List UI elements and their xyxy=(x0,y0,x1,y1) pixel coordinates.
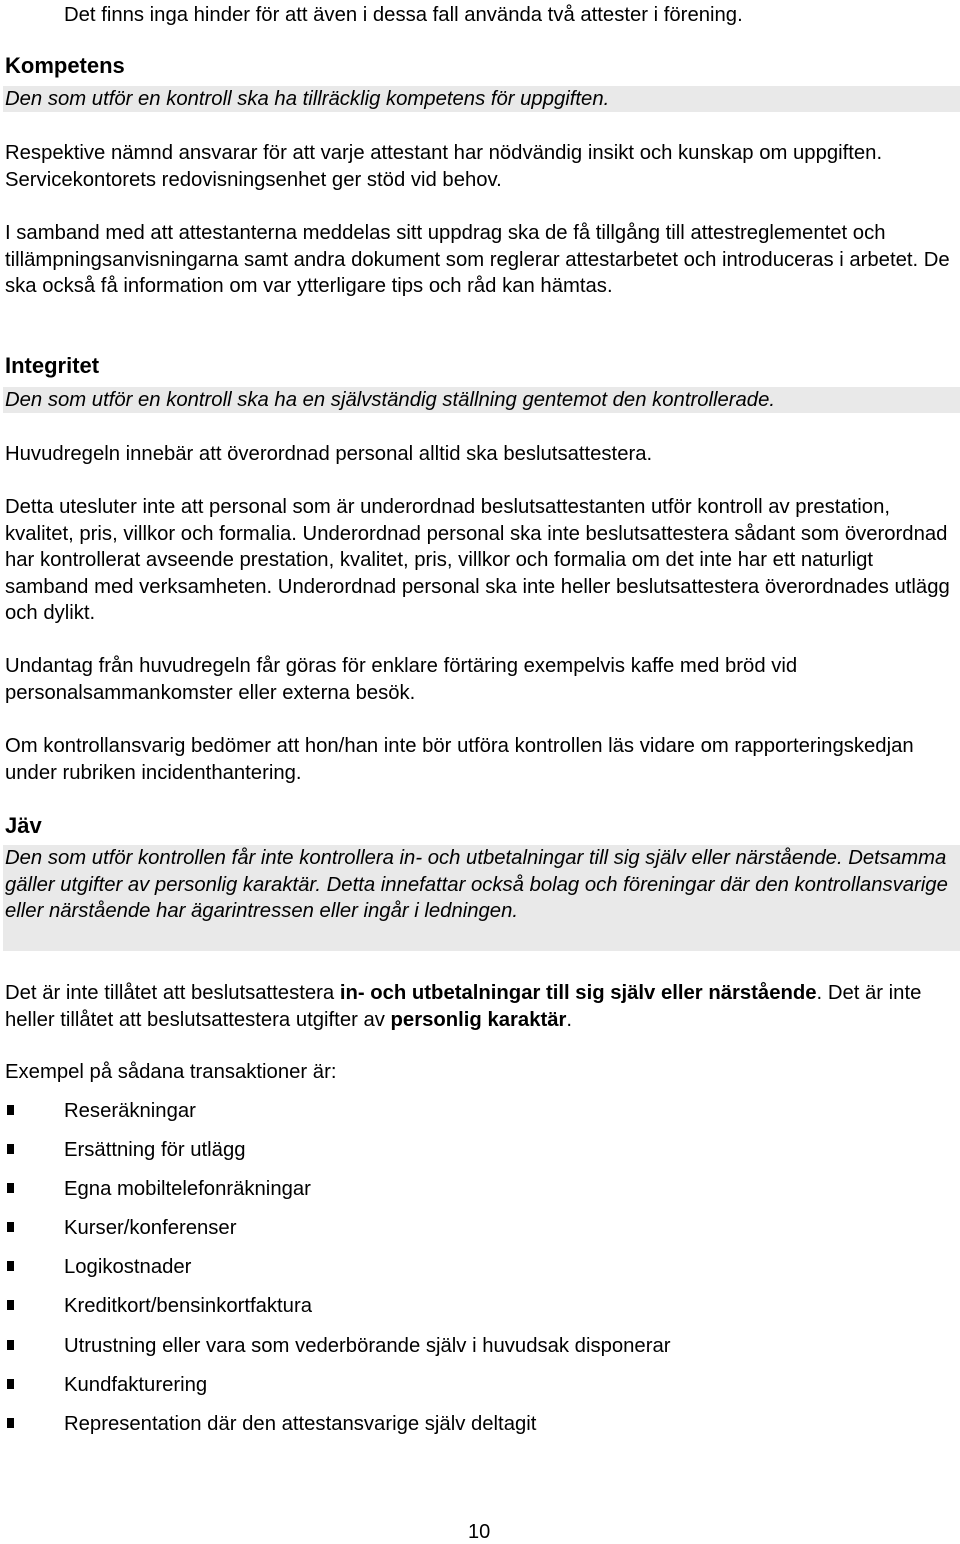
rule-jav: Den som utför kontrollen får inte kontrollera in- och utbetalningar till sig själv eller närstående. Detsamma gäller utgifter av personlig karaktär. Detta innefattar också bolag och föreningar där den kontrollansvarige eller närstående har ägarintressen eller ingår i ledningen. xyxy=(3,845,960,951)
page-number: 10 xyxy=(468,1521,491,1543)
list-item-label: Representation där den attestansvarige själv deltagit xyxy=(64,1412,537,1435)
list-item-label: Kundfakturering xyxy=(64,1373,208,1396)
square-bullet-icon xyxy=(7,1379,14,1389)
jav-para-1-text-c: . xyxy=(566,1008,573,1031)
jav-para-1 xyxy=(5,980,950,1033)
list-item-label: Ersättning för utlägg xyxy=(64,1139,246,1162)
jav-para-1-text-b: . Det är inte heller tillåtet att beslutsattestera utgifter av xyxy=(5,982,922,1031)
list-item xyxy=(0,1254,900,1293)
list-item xyxy=(0,1333,900,1372)
list-item xyxy=(0,1411,900,1450)
jav-para-1-bold-a: in- och utbetalningar till sig själv eller närstående xyxy=(339,982,817,1004)
list-item xyxy=(0,1098,900,1137)
heading-integritet: Integritet xyxy=(5,353,100,378)
square-bullet-icon xyxy=(7,1418,14,1428)
intro-line: Det finns inga hinder för att även i dessa fall använda två attester i förening. xyxy=(64,4,743,26)
list-item xyxy=(0,1215,900,1254)
integritet-para-2: Detta utesluter inte att personal som är underordnad beslutsattestanten utför kontroll av prestation, kvalitet, pris, villkor och formalia. Underordnad personal ska inte beslutsattestera sådant som överordnad har kontrollerat avseende prestation, kvalitet, pris, villkor och formalia om det inte har ett naturligt samband med verksamheten. Underordnad personal ska inte heller beslutsattestera överordnades utlägg och dylikt. xyxy=(5,496,950,624)
list-item-label: Logikostnader xyxy=(64,1256,192,1279)
kompetens-para-2: I samband med att attestanterna meddelas sitt uppdrag ska de få tillgång till attestreglementet och tillämpningsanvisningarna samt andra dokument som reglerar attestarbetet och introduceras i arbetet. De ska också få information om var ytterligare tips och råd kan hämtas. xyxy=(5,222,950,297)
list-item-label: Utrustning eller vara som vederbörande själv i huvudsak disponerar xyxy=(64,1334,671,1357)
jav-para-1-text-a: Det är inte tillåtet att beslutsattestera xyxy=(5,982,340,1004)
rule-kompetens: Den som utför en kontroll ska ha tillräcklig kompetens för uppgiften. xyxy=(3,86,960,112)
square-bullet-icon xyxy=(7,1183,14,1193)
list-item xyxy=(0,1176,900,1215)
list-item-label: Egna mobiltelefonräkningar xyxy=(64,1178,311,1201)
heading-kompetens: Kompetens xyxy=(5,53,125,78)
examples-intro: Exempel på sådana transaktioner är: xyxy=(5,1061,337,1083)
examples-list xyxy=(0,1098,900,1450)
square-bullet-icon xyxy=(7,1222,14,1232)
square-bullet-icon xyxy=(7,1105,14,1115)
list-item xyxy=(0,1372,900,1411)
rule-integritet: Den som utför en kontroll ska ha en självständig ställning gentemot den kontrollerade. xyxy=(3,387,960,413)
square-bullet-icon xyxy=(7,1261,14,1271)
list-item-label: Reseräkningar xyxy=(64,1100,196,1122)
list-item xyxy=(0,1293,900,1332)
jav-para-1-bold-b: personlig karaktär xyxy=(390,1008,567,1031)
square-bullet-icon xyxy=(7,1300,14,1310)
integritet-para-4: Om kontrollansvarig bedömer att hon/han inte bör utföra kontrollen läs vidare om rapporteringskedjan under rubriken incidenthantering. xyxy=(5,735,914,784)
heading-jav: Jäv xyxy=(5,813,42,838)
kompetens-para-1: Respektive nämnd ansvarar för att varje attestant har nödvändig insikt och kunskap om uppgiften. Servicekontorets redovisningsenhet ger stöd vid behov. xyxy=(5,142,883,191)
list-item-label: Kurser/konferenser xyxy=(64,1217,237,1240)
square-bullet-icon xyxy=(7,1340,14,1350)
integritet-para-3: Undantag från huvudregeln får göras för enklare förtäring exempelvis kaffe med bröd vid personalsammankomster eller externa besök. xyxy=(5,655,798,704)
square-bullet-icon xyxy=(7,1144,14,1154)
integritet-para-1: Huvudregeln innebär att överordnad personal alltid ska beslutsattestera. xyxy=(5,443,653,465)
list-item xyxy=(0,1137,900,1176)
list-item-label: Kreditkort/bensinkortfaktura xyxy=(64,1295,312,1318)
